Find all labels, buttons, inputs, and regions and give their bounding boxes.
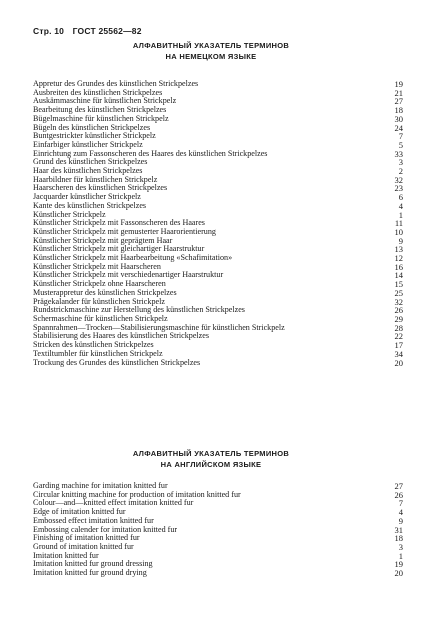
index-term: Imitation knitted fur ground dressing	[33, 559, 153, 569]
standard-code: ГОСТ 25562—82	[72, 26, 142, 36]
index-page-number: 27	[394, 481, 403, 491]
index-page-number: 33	[394, 148, 403, 159]
index-page-number: 3	[398, 541, 403, 552]
index-page-number: 9	[398, 235, 403, 246]
index-entry	[33, 569, 403, 578]
index-term: Bügeln des künstlichen Strickpelzes	[33, 122, 151, 132]
index-page-number: 2	[398, 166, 403, 177]
index-term: Künstlicher Strickpelz mit verschiedenartiger Haarstruktur	[33, 270, 224, 280]
index-term: Künstlicher Strickpelz mit Haarscheren	[33, 261, 161, 271]
index-term: Embossing calender for imitation knitted fur	[33, 524, 178, 534]
english-term-list	[33, 482, 403, 578]
index-page-number: 7	[398, 131, 403, 142]
index-term: Kante des künstlichen Strickpelzes	[33, 200, 147, 210]
index-term: Buntgestrickter künstlicher Strickpelz	[33, 131, 156, 141]
index-page-number: 13	[394, 244, 403, 255]
index-page-number: 1	[398, 550, 403, 561]
index-term: Colour—and—knitted effect imitation knitted fur	[33, 498, 194, 508]
index-term: Imitation knitted fur ground drying	[33, 568, 147, 578]
index-term: Imitation knitted fur	[33, 550, 99, 560]
english-index-title	[0, 448, 422, 470]
index-term: Künstlicher Strickpelz mit gleichartiger Haarstruktur	[33, 244, 205, 254]
index-page-number: 14	[394, 270, 403, 281]
index-term: Rundstrickmaschine zur Herstellung des künstlichen Strickpelzes	[33, 305, 245, 315]
index-page-number: 18	[394, 105, 403, 116]
index-page-number: 28	[394, 322, 403, 333]
index-page-number: 34	[394, 348, 403, 359]
index-term: Künstlicher Strickpelz mit gemusterter Haarorientierung	[33, 226, 216, 236]
index-term: Haar des künstlichen Strickpelzes	[33, 166, 143, 176]
index-page-number: 17	[394, 340, 403, 351]
index-page-number: 24	[394, 122, 403, 133]
index-term: Finishing of imitation knitted fur	[33, 533, 140, 543]
index-term: Grund des künstlichen Strickpelzes	[33, 157, 148, 167]
index-page-number: 21	[394, 87, 403, 98]
index-term: Stricken des künstlichen Strickpelzes	[33, 340, 154, 350]
index-term: Ground of imitation knitted fur	[33, 541, 134, 551]
index-page-number: 25	[394, 287, 403, 298]
index-page-number: 30	[394, 113, 403, 124]
index-page-number: 27	[394, 96, 403, 107]
index-page-number: 20	[394, 357, 403, 368]
index-term: Prägekalander für künstlichen Strickpelz	[33, 296, 165, 306]
index-term: Haarscheren des künstlichen Strickpelzes	[33, 183, 168, 193]
index-term: Trockung des Grundes des künstlichen Strickpelzes	[33, 357, 201, 367]
index-term: Stabilisierung des Haares des künstlichen Strickpelzes	[33, 331, 209, 341]
index-term: Textiltumbler für künstlichen Strickpelz	[33, 348, 163, 358]
page-header	[33, 26, 148, 36]
index-term: Einrichtung zum Fassonscheren des Haares des künstlichen Strickpelzes	[33, 148, 268, 158]
german-index-title	[0, 40, 422, 62]
index-term: Ausbreiten des künstlichen Strickpelzes	[33, 87, 163, 97]
page-number: Стр. 10	[33, 26, 65, 36]
index-page-number: 4	[398, 507, 403, 518]
index-term: Künstlicher Strickpelz mit geprägtem Haar	[33, 235, 173, 245]
index-page-number: 15	[394, 279, 403, 290]
index-page-number: 26	[394, 305, 403, 316]
german-term-list	[33, 80, 403, 367]
index-page-number: 26	[394, 489, 403, 500]
index-term: Circular knitting machine for production of imitation knitted fur	[33, 489, 241, 499]
index-term: Haarbildner für künstlichen Strickpelz	[33, 174, 158, 184]
index-term: Künstlicher Strickpelz ohne Haarscheren	[33, 279, 166, 289]
index-page-number: 32	[394, 296, 403, 307]
index-page-number: 19	[394, 559, 403, 570]
index-term: Jacquarder künstlicher Strickpelz	[33, 192, 141, 202]
index-term: Auskämmaschine für künstlichen Strickpelz	[33, 96, 177, 106]
index-page-number: 16	[394, 261, 403, 272]
index-term: Schermaschine für künstlichen Strickpelz	[33, 313, 168, 323]
index-term: Künstlicher Strickpelz mit Haarbearbeitung «Schafimitation»	[33, 253, 233, 263]
index-term: Embossed effect imitation knitted fur	[33, 515, 154, 525]
index-page-number: 12	[394, 253, 403, 264]
index-page-number: 5	[398, 139, 403, 150]
index-page-number: 31	[394, 524, 403, 535]
index-term: Bearbeitung des künstlichen Strickpelzes	[33, 105, 167, 115]
index-term: Appretur des Grundes des künstlichen Strickpelzes	[33, 79, 199, 88]
german-title-line2: НА НЕМЕЦКОМ ЯЗЫКЕ	[165, 52, 257, 61]
index-page-number: 11	[394, 218, 403, 229]
index-term: Edge of imitation knitted fur	[33, 507, 126, 517]
index-page-number: 32	[394, 174, 403, 185]
index-term: Garding machine for imitation knitted fur	[33, 481, 168, 490]
english-title-line2: НА АНГЛИЙСКОМ ЯЗЫКЕ	[160, 460, 262, 469]
index-term: Bügelmaschine für künstlichen Strickpelz	[33, 113, 169, 123]
index-page-number: 4	[398, 200, 403, 211]
index-page-number: 1	[398, 209, 403, 220]
german-title-line1: АЛФАВИТНЫЙ УКАЗАТЕЛЬ ТЕРМИНОВ	[132, 41, 290, 50]
index-term: Künstlicher Strickpelz mit Fassonscheren des Haares	[33, 218, 205, 228]
index-page-number: 9	[398, 515, 403, 526]
index-page-number: 3	[398, 157, 403, 168]
index-term: Spannrahmen—Trocken—Stabilisierungsmaschine für künstlichen Strickpelz	[33, 322, 285, 332]
english-title-line1: АЛФАВИТНЫЙ УКАЗАТЕЛЬ ТЕРМИНОВ	[132, 449, 290, 458]
index-page-number: 18	[394, 533, 403, 544]
index-term: Musterappretur des künstlichen Strickpelzes	[33, 287, 177, 297]
index-page-number: 7	[398, 498, 403, 509]
index-page-number: 19	[394, 79, 403, 89]
index-term: Künstlicher Strickpelz	[33, 209, 106, 219]
index-page-number: 20	[394, 568, 403, 579]
index-page-number: 6	[398, 192, 403, 203]
index-page-number: 10	[394, 226, 403, 237]
index-page-number: 29	[394, 313, 403, 324]
index-page-number: 22	[394, 331, 403, 342]
index-entry	[33, 359, 403, 368]
index-term: Einfarbiger künstlicher Strickpelz	[33, 139, 143, 149]
index-page-number: 23	[394, 183, 403, 194]
